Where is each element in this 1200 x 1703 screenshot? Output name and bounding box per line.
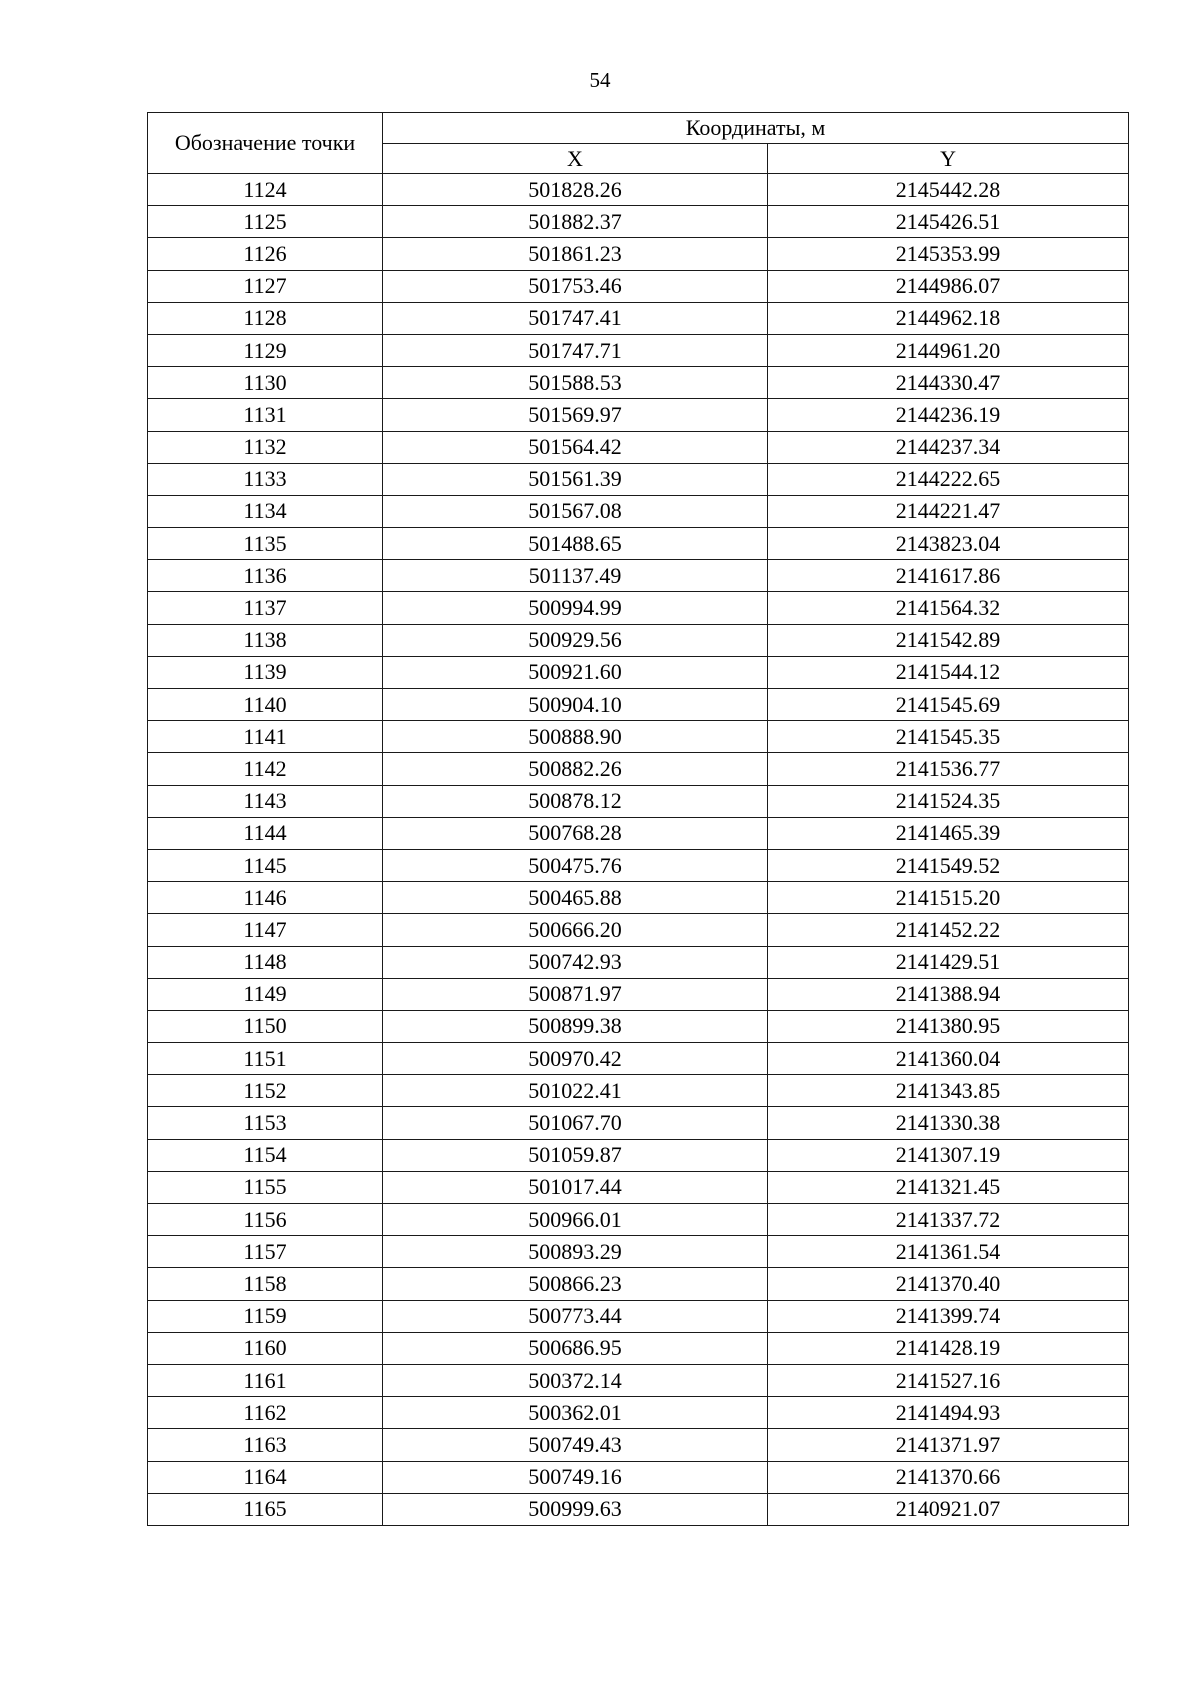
y-cell: 2141545.69 bbox=[768, 689, 1129, 721]
x-cell: 501567.08 bbox=[383, 495, 768, 527]
x-cell: 501828.26 bbox=[383, 174, 768, 206]
x-cell: 501022.41 bbox=[383, 1075, 768, 1107]
x-cell: 501882.37 bbox=[383, 206, 768, 238]
point-cell: 1146 bbox=[148, 882, 383, 914]
coordinates-table bbox=[147, 112, 1129, 1526]
x-cell: 500465.88 bbox=[383, 882, 768, 914]
y-cell: 2144330.47 bbox=[768, 367, 1129, 399]
x-cell: 500921.60 bbox=[383, 656, 768, 688]
point-cell: 1134 bbox=[148, 495, 383, 527]
x-cell: 500966.01 bbox=[383, 1204, 768, 1236]
point-cell: 1159 bbox=[148, 1300, 383, 1332]
table-body bbox=[148, 174, 1129, 1526]
table-row bbox=[148, 1332, 1129, 1364]
table-row bbox=[148, 785, 1129, 817]
point-cell: 1148 bbox=[148, 946, 383, 978]
point-cell: 1162 bbox=[148, 1397, 383, 1429]
point-cell: 1149 bbox=[148, 978, 383, 1010]
point-cell: 1150 bbox=[148, 1010, 383, 1042]
point-cell: 1141 bbox=[148, 721, 383, 753]
table-row bbox=[148, 1300, 1129, 1332]
table-row bbox=[148, 946, 1129, 978]
table-row bbox=[148, 1010, 1129, 1042]
table-row bbox=[148, 463, 1129, 495]
point-cell: 1154 bbox=[148, 1139, 383, 1171]
x-cell: 500666.20 bbox=[383, 914, 768, 946]
y-cell: 2141545.35 bbox=[768, 721, 1129, 753]
x-cell: 500871.97 bbox=[383, 978, 768, 1010]
point-cell: 1145 bbox=[148, 849, 383, 881]
table-row bbox=[148, 624, 1129, 656]
y-cell: 2141549.52 bbox=[768, 849, 1129, 881]
y-cell: 2141361.54 bbox=[768, 1236, 1129, 1268]
x-cell: 500893.29 bbox=[383, 1236, 768, 1268]
y-cell: 2141370.66 bbox=[768, 1461, 1129, 1493]
y-cell: 2141429.51 bbox=[768, 946, 1129, 978]
table-row bbox=[148, 270, 1129, 302]
point-cell: 1142 bbox=[148, 753, 383, 785]
x-cell: 500372.14 bbox=[383, 1364, 768, 1396]
x-cell: 500999.63 bbox=[383, 1493, 768, 1525]
header-coordinates: Координаты, м bbox=[383, 113, 1129, 144]
table-row bbox=[148, 1107, 1129, 1139]
table-row bbox=[148, 689, 1129, 721]
y-cell: 2141380.95 bbox=[768, 1010, 1129, 1042]
table-row bbox=[148, 1364, 1129, 1396]
point-cell: 1136 bbox=[148, 560, 383, 592]
table-row bbox=[148, 753, 1129, 785]
x-cell: 500899.38 bbox=[383, 1010, 768, 1042]
x-cell: 501488.65 bbox=[383, 528, 768, 560]
table-row bbox=[148, 174, 1129, 206]
x-cell: 500904.10 bbox=[383, 689, 768, 721]
point-cell: 1161 bbox=[148, 1364, 383, 1396]
y-cell: 2144222.65 bbox=[768, 463, 1129, 495]
table-row bbox=[148, 238, 1129, 270]
point-cell: 1152 bbox=[148, 1075, 383, 1107]
x-cell: 501588.53 bbox=[383, 367, 768, 399]
table-row bbox=[148, 1493, 1129, 1525]
header-y: Y bbox=[768, 144, 1129, 174]
y-cell: 2141337.72 bbox=[768, 1204, 1129, 1236]
table-row bbox=[148, 721, 1129, 753]
point-cell: 1164 bbox=[148, 1461, 383, 1493]
y-cell: 2141494.93 bbox=[768, 1397, 1129, 1429]
y-cell: 2141371.97 bbox=[768, 1429, 1129, 1461]
table-row bbox=[148, 1139, 1129, 1171]
y-cell: 2141542.89 bbox=[768, 624, 1129, 656]
y-cell: 2141524.35 bbox=[768, 785, 1129, 817]
y-cell: 2141370.40 bbox=[768, 1268, 1129, 1300]
y-cell: 2141564.32 bbox=[768, 592, 1129, 624]
table-row bbox=[148, 1461, 1129, 1493]
table-row bbox=[148, 1236, 1129, 1268]
table-row bbox=[148, 1429, 1129, 1461]
x-cell: 500888.90 bbox=[383, 721, 768, 753]
x-cell: 501561.39 bbox=[383, 463, 768, 495]
x-cell: 501564.42 bbox=[383, 431, 768, 463]
table-row bbox=[148, 399, 1129, 431]
point-cell: 1132 bbox=[148, 431, 383, 463]
y-cell: 2141428.19 bbox=[768, 1332, 1129, 1364]
point-cell: 1126 bbox=[148, 238, 383, 270]
y-cell: 2144237.34 bbox=[768, 431, 1129, 463]
y-cell: 2141388.94 bbox=[768, 978, 1129, 1010]
x-cell: 501861.23 bbox=[383, 238, 768, 270]
y-cell: 2145426.51 bbox=[768, 206, 1129, 238]
table-row bbox=[148, 1397, 1129, 1429]
header-point-designation: Обозначение точки bbox=[148, 113, 383, 174]
header-x: X bbox=[383, 144, 768, 174]
point-cell: 1140 bbox=[148, 689, 383, 721]
y-cell: 2141343.85 bbox=[768, 1075, 1129, 1107]
point-cell: 1160 bbox=[148, 1332, 383, 1364]
x-cell: 501569.97 bbox=[383, 399, 768, 431]
x-cell: 500686.95 bbox=[383, 1332, 768, 1364]
y-cell: 2141527.16 bbox=[768, 1364, 1129, 1396]
point-cell: 1129 bbox=[148, 334, 383, 366]
table-row bbox=[148, 914, 1129, 946]
x-cell: 500882.26 bbox=[383, 753, 768, 785]
table-row bbox=[148, 592, 1129, 624]
table-row bbox=[148, 656, 1129, 688]
x-cell: 501137.49 bbox=[383, 560, 768, 592]
x-cell: 500749.43 bbox=[383, 1429, 768, 1461]
y-cell: 2144236.19 bbox=[768, 399, 1129, 431]
y-cell: 2141307.19 bbox=[768, 1139, 1129, 1171]
point-cell: 1156 bbox=[148, 1204, 383, 1236]
point-cell: 1138 bbox=[148, 624, 383, 656]
table-row bbox=[148, 495, 1129, 527]
table-row bbox=[148, 1075, 1129, 1107]
point-cell: 1155 bbox=[148, 1171, 383, 1203]
point-cell: 1139 bbox=[148, 656, 383, 688]
y-cell: 2141515.20 bbox=[768, 882, 1129, 914]
y-cell: 2140921.07 bbox=[768, 1493, 1129, 1525]
y-cell: 2141544.12 bbox=[768, 656, 1129, 688]
y-cell: 2144221.47 bbox=[768, 495, 1129, 527]
point-cell: 1128 bbox=[148, 302, 383, 334]
y-cell: 2141452.22 bbox=[768, 914, 1129, 946]
x-cell: 501753.46 bbox=[383, 270, 768, 302]
x-cell: 500742.93 bbox=[383, 946, 768, 978]
table-row bbox=[148, 817, 1129, 849]
y-cell: 2141360.04 bbox=[768, 1043, 1129, 1075]
x-cell: 501747.71 bbox=[383, 334, 768, 366]
point-cell: 1144 bbox=[148, 817, 383, 849]
table-row bbox=[148, 334, 1129, 366]
x-cell: 501067.70 bbox=[383, 1107, 768, 1139]
y-cell: 2143823.04 bbox=[768, 528, 1129, 560]
y-cell: 2141321.45 bbox=[768, 1171, 1129, 1203]
page-number: 54 bbox=[589, 68, 611, 92]
table-header bbox=[148, 113, 1129, 174]
x-cell: 501017.44 bbox=[383, 1171, 768, 1203]
y-cell: 2141536.77 bbox=[768, 753, 1129, 785]
table-row bbox=[148, 1268, 1129, 1300]
table-row bbox=[148, 849, 1129, 881]
point-cell: 1125 bbox=[148, 206, 383, 238]
point-cell: 1124 bbox=[148, 174, 383, 206]
point-cell: 1130 bbox=[148, 367, 383, 399]
point-cell: 1135 bbox=[148, 528, 383, 560]
point-cell: 1133 bbox=[148, 463, 383, 495]
point-cell: 1131 bbox=[148, 399, 383, 431]
x-cell: 500878.12 bbox=[383, 785, 768, 817]
table-row bbox=[148, 882, 1129, 914]
table-row bbox=[148, 1171, 1129, 1203]
point-cell: 1157 bbox=[148, 1236, 383, 1268]
y-cell: 2144986.07 bbox=[768, 270, 1129, 302]
y-cell: 2144961.20 bbox=[768, 334, 1129, 366]
table-row bbox=[148, 528, 1129, 560]
table-row bbox=[148, 206, 1129, 238]
x-cell: 500994.99 bbox=[383, 592, 768, 624]
table-row bbox=[148, 302, 1129, 334]
point-cell: 1143 bbox=[148, 785, 383, 817]
y-cell: 2141399.74 bbox=[768, 1300, 1129, 1332]
table-row bbox=[148, 431, 1129, 463]
x-cell: 500475.76 bbox=[383, 849, 768, 881]
y-cell: 2141330.38 bbox=[768, 1107, 1129, 1139]
x-cell: 501059.87 bbox=[383, 1139, 768, 1171]
point-cell: 1163 bbox=[148, 1429, 383, 1461]
x-cell: 500929.56 bbox=[383, 624, 768, 656]
x-cell: 500768.28 bbox=[383, 817, 768, 849]
point-cell: 1147 bbox=[148, 914, 383, 946]
x-cell: 500866.23 bbox=[383, 1268, 768, 1300]
x-cell: 501747.41 bbox=[383, 302, 768, 334]
table-row bbox=[148, 978, 1129, 1010]
table-row bbox=[148, 367, 1129, 399]
x-cell: 500362.01 bbox=[383, 1397, 768, 1429]
point-cell: 1153 bbox=[148, 1107, 383, 1139]
x-cell: 500749.16 bbox=[383, 1461, 768, 1493]
point-cell: 1165 bbox=[148, 1493, 383, 1525]
y-cell: 2144962.18 bbox=[768, 302, 1129, 334]
y-cell: 2145353.99 bbox=[768, 238, 1129, 270]
point-cell: 1158 bbox=[148, 1268, 383, 1300]
point-cell: 1127 bbox=[148, 270, 383, 302]
x-cell: 500773.44 bbox=[383, 1300, 768, 1332]
y-cell: 2141617.86 bbox=[768, 560, 1129, 592]
y-cell: 2141465.39 bbox=[768, 817, 1129, 849]
table-row bbox=[148, 1204, 1129, 1236]
y-cell: 2145442.28 bbox=[768, 174, 1129, 206]
table-row bbox=[148, 1043, 1129, 1075]
point-cell: 1137 bbox=[148, 592, 383, 624]
point-cell: 1151 bbox=[148, 1043, 383, 1075]
x-cell: 500970.42 bbox=[383, 1043, 768, 1075]
table-row bbox=[148, 560, 1129, 592]
